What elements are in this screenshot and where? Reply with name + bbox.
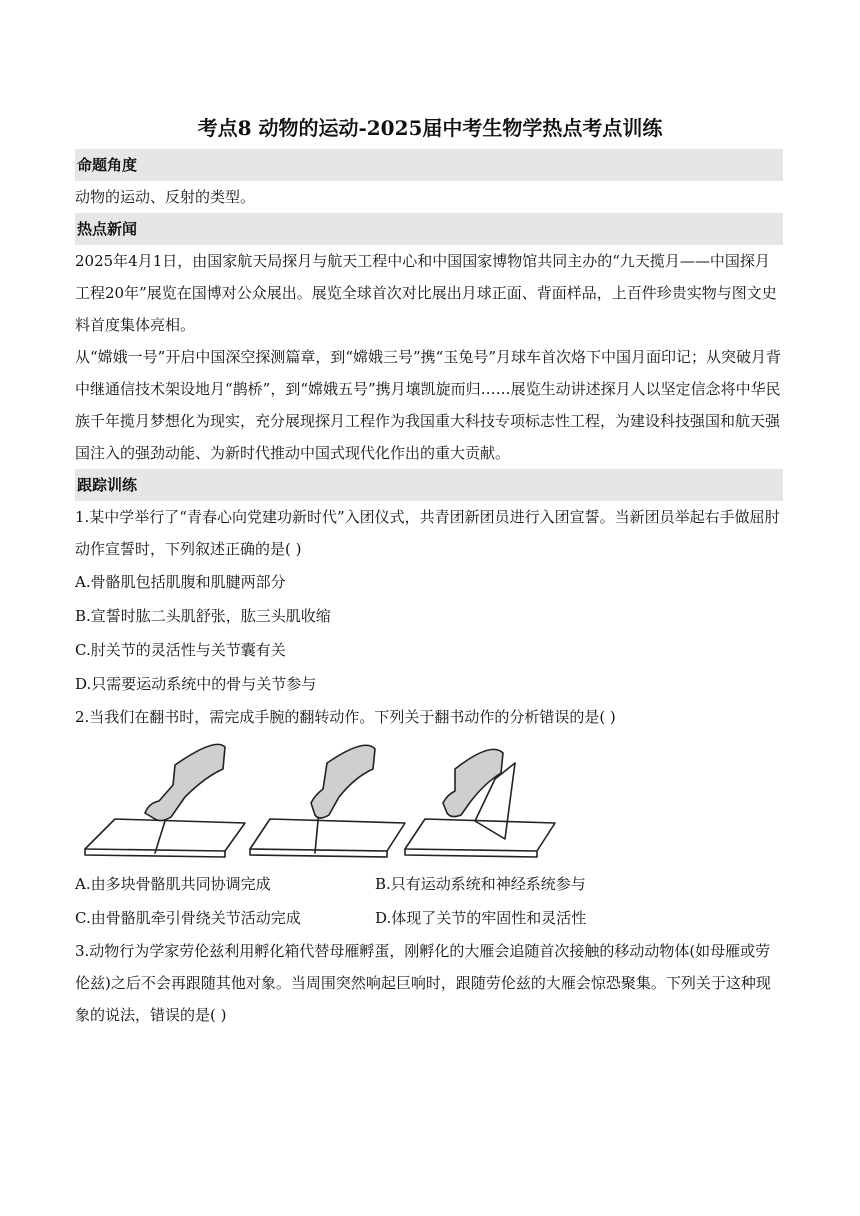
- question-stem: 3.动物行为学家劳伦兹利用孵化箱代替母雁孵蛋，刚孵化的大雁会追随首次接触的移动动物体(如母雁或劳伦兹)之后不会再跟随其他对象。当周围突然响起巨响时，跟随劳伦兹的大雁会惊恐聚集。下列关于这种现象的说法，错误的是( ): [75, 942, 771, 1024]
- hand-on-book-1-icon: [85, 744, 245, 857]
- news-paragraph-2: 从“嫦娥一号”开启中国深空探测篇章，到“嫦娥三号”携“玉兔号”月球车首次烙下中国月面印记；从突破月背中继通信技术架设地月“鹊桥”，到“嫦娥五号”携月壤凯旋而归……展览生动讲述探月人以坚定信念将中华民族千年揽月梦想化为现实，充分展现探月工程作为我国重大科技专项标志性工程，为建设科技强国和航天强国注入的强劲动能、为新时代推动中国式现代化作出的重大贡献。: [75, 348, 782, 462]
- option-d: D.体现了关节的牢固性和灵活性: [375, 909, 587, 927]
- option-d: D.只需要运动系统中的骨与关节参与: [75, 675, 317, 693]
- option-b: B.宣誓时肱二头肌舒张，肱三头肌收缩: [75, 607, 331, 625]
- page-turning-illustration: [75, 739, 783, 863]
- section-heading-news: 热点新闻: [75, 213, 783, 245]
- hand-on-book-3-icon: [405, 749, 555, 857]
- option-c: C.由骨骼肌牵引骨绕关节活动完成: [75, 909, 301, 927]
- question-stem: 2.当我们在翻书时，需完成手腕的翻转动作。下列关于翻书动作的分析错误的是( ): [75, 708, 616, 726]
- option-b: B.只有运动系统和神经系统参与: [375, 875, 586, 893]
- news-paragraph-1: 2025年4月1日，由国家航天局探月与航天工程中心和中国国家博物馆共同主办的“九天揽月——中国探月工程20年”展览在国博对公众展出。展览全球首次对比展出月球正面、背面样品，上百件珍贵实物与图文史料首度集体亮相。: [75, 252, 777, 334]
- options-row-2: [75, 901, 783, 935]
- option-a: A.由多块骨骼肌共同协调完成: [75, 875, 271, 893]
- options-row-1: [75, 867, 783, 901]
- document-body: [75, 149, 783, 1031]
- question-3: [75, 935, 783, 1031]
- option-c: C.肘关节的灵活性与关节囊有关: [75, 641, 286, 659]
- section-heading-angle: 命题角度: [75, 149, 783, 181]
- question-1: [75, 501, 783, 701]
- option-a: A.骨骼肌包括肌腹和肌腱两部分: [75, 573, 286, 591]
- question-2: [75, 701, 783, 935]
- question-stem: 1.某中学举行了“青春心向党建功新时代”入团仪式，共青团新团员进行入团宣誓。当新团员举起右手做屈肘动作宣誓时，下列叙述正确的是( ): [75, 508, 780, 558]
- page-title: 考点8 动物的运动-2025届中考生物学热点考点训练: [197, 116, 663, 140]
- section-heading-training: 跟踪训练: [75, 469, 783, 501]
- hand-on-book-2-icon: [250, 745, 405, 857]
- angle-text: 动物的运动、反射的类型。: [75, 188, 256, 206]
